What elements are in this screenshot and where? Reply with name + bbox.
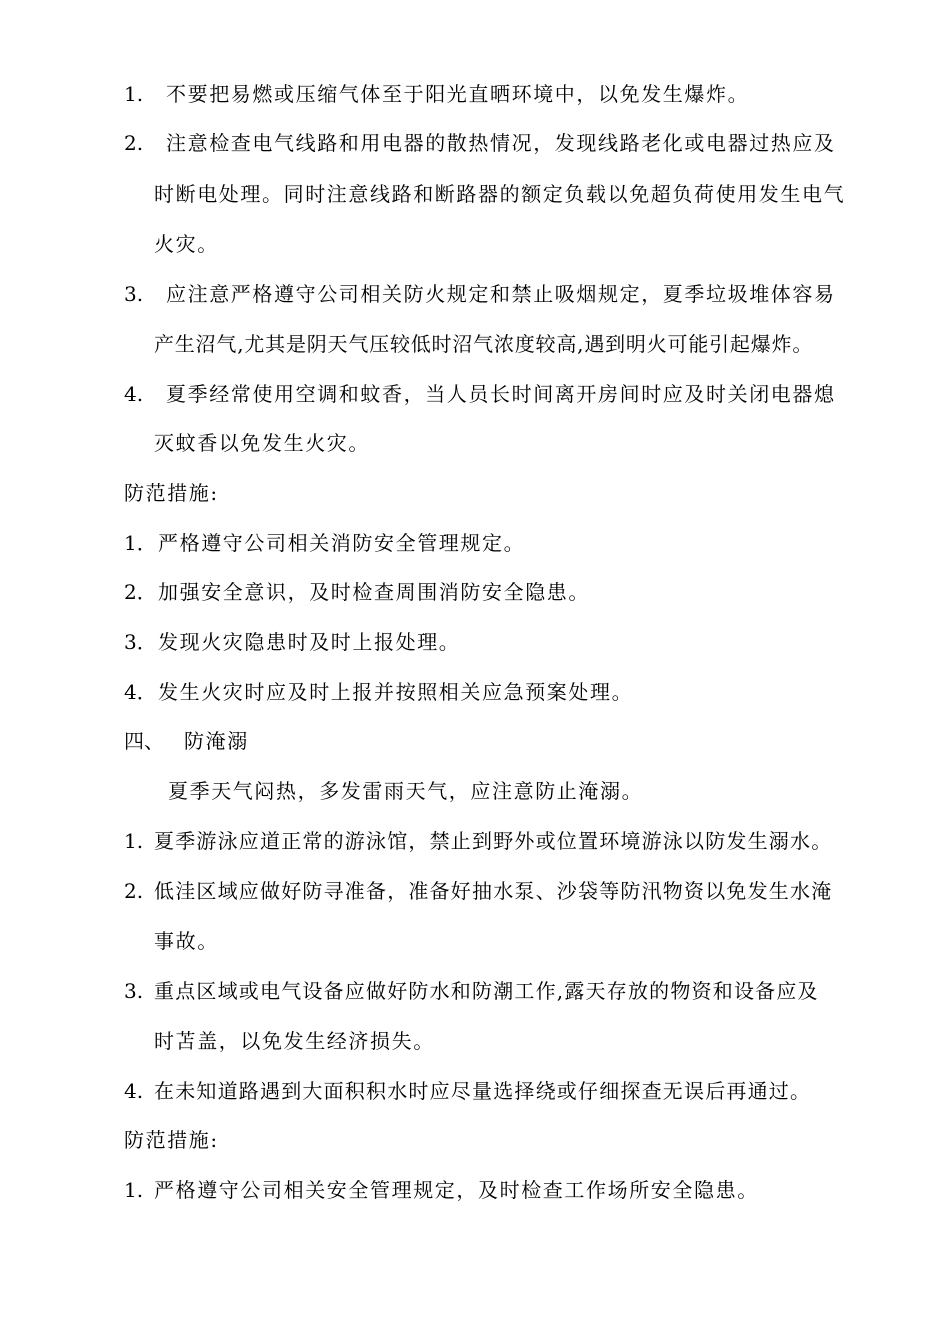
item-text: 严格遵守公司相关消防安全管理规定。 (158, 531, 526, 555)
item-text-continued: 产生沼气,尤其是阴天气压较低时沼气浓度较高,遇到明火可能引起爆炸。 (154, 332, 814, 356)
measures-heading: 防范措施: (124, 1128, 219, 1152)
item-number: 1． (124, 531, 157, 555)
item-text-continued: 时苫盖，以免发生经济损失。 (154, 1029, 435, 1053)
item-text: 夏季游泳应道正常的游泳馆，禁止到野外或位置环境游泳以防发生溺水。 (154, 829, 833, 853)
item-number: 1. (124, 1178, 144, 1202)
item-number: 4． (124, 680, 157, 704)
item-text: 应注意严格遵守公司相关防火规定和禁止吸烟规定，夏季垃圾堆体容易 (166, 282, 836, 306)
item-text-continued: 灭蚊香以免发生火灾。 (154, 431, 370, 455)
item-number: 4. (124, 382, 144, 406)
item-text: 严格遵守公司相关安全管理规定，及时检查工作场所安全隐患。 (154, 1178, 759, 1202)
item-number: 3． (124, 630, 157, 654)
item-number: 2． (124, 580, 157, 604)
section-number: 四、 (124, 729, 164, 753)
section-intro: 夏季天气闷热，多发雷雨天气，应注意防止淹溺。 (168, 779, 644, 803)
item-text: 注意检查电气线路和用电器的散热情况，发现线路老化或电器过热应及 (166, 131, 836, 155)
item-text: 发现火灾隐患时及时上报处理。 (158, 630, 461, 654)
section-title: 防淹溺 (184, 729, 249, 753)
item-number: 1. (124, 82, 144, 106)
item-number: 3. (124, 282, 144, 306)
item-number: 4. (124, 1079, 144, 1103)
item-text: 加强安全意识，及时检查周围消防安全隐患。 (158, 580, 590, 604)
item-number: 3. (124, 979, 144, 1003)
item-text: 夏季经常使用空调和蚊香，当人员长时间离开房间时应及时关闭电器熄 (166, 382, 836, 406)
measures-heading: 防范措施: (124, 481, 219, 505)
item-text: 发生火灾时应及时上报并按照相关应急预案处理。 (158, 680, 634, 704)
item-number: 1. (124, 829, 144, 853)
item-text-continued: 火灾。 (154, 232, 219, 256)
item-number: 2. (124, 879, 144, 903)
item-text: 重点区域或电气设备应做好防水和防潮工作,露天存放的物资和设备应及 (154, 979, 819, 1003)
item-number: 2. (124, 131, 144, 155)
item-text-continued: 时断电处理。同时注意线路和断路器的额定负载以免超负荷使用发生电气 (154, 182, 846, 206)
item-text-continued: 事故。 (154, 929, 219, 953)
item-text: 低洼区域应做好防寻准备，准备好抽水泵、沙袋等防汛物资以免发生水淹 (154, 879, 833, 903)
item-text: 不要把易燃或压缩气体至于阳光直晒环境中，以免发生爆炸。 (166, 82, 750, 106)
item-text: 在未知道路遇到大面积积水时应尽量选择绕或仔细探查无误后再通过。 (154, 1079, 812, 1103)
